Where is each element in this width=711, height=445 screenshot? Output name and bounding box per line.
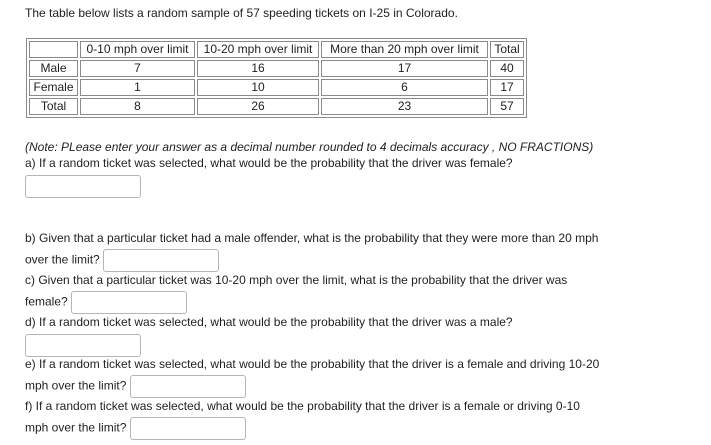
question-e-block xyxy=(25,354,605,398)
table-header-cell: 10-20 mph over limit xyxy=(197,41,319,58)
answer-e-input[interactable] xyxy=(130,375,246,398)
answer-f-input[interactable] xyxy=(130,417,246,440)
table-cell: 17 xyxy=(321,60,488,77)
question-d-block xyxy=(25,312,605,357)
speeding-tickets-table xyxy=(26,38,527,118)
table-cell: 8 xyxy=(80,98,195,115)
question-a-block xyxy=(25,137,605,198)
problem-intro: The table below lists a random sample of 57 speeding tickets on I-25 in Colorado. xyxy=(25,6,458,20)
question-b-block xyxy=(25,228,605,272)
table-header-cell: More than 20 mph over limit xyxy=(321,41,488,58)
answer-b-input[interactable] xyxy=(103,249,219,272)
table-cell: 16 xyxy=(197,60,319,77)
table-cell: Female xyxy=(29,79,78,96)
question-a-text: a) If a random ticket was selected, what would be the probability that the driver was female? xyxy=(25,156,513,170)
table-row xyxy=(29,60,524,77)
table-cell: 17 xyxy=(490,79,524,96)
table-cell: 26 xyxy=(197,98,319,115)
table-cell: 6 xyxy=(321,79,488,96)
table-cell: 10 xyxy=(197,79,319,96)
table-cell: Total xyxy=(29,98,78,115)
table-cell: 7 xyxy=(80,60,195,77)
table-cell: 57 xyxy=(490,98,524,115)
table-header-cell: 0-10 mph over limit xyxy=(80,41,195,58)
question-f-block xyxy=(25,396,605,440)
question-f-text: f) If a random ticket was selected, what would be the probability that the driver is a female or driving 0-10 mph over the limit? xyxy=(25,399,580,435)
table-row xyxy=(29,79,524,96)
table-row xyxy=(29,98,524,115)
question-c-block xyxy=(25,270,605,314)
question-e-text: e) If a random ticket was selected, what would be the probability that the driver is a female and driving 10-20 mph over the limit? xyxy=(25,357,600,393)
table-header-row xyxy=(29,41,524,58)
question-c-text: c) Given that a particular ticket was 10-20 mph over the limit, what is the probability that the driver was female? xyxy=(25,273,568,309)
table-cell: 40 xyxy=(490,60,524,77)
table-header-cell xyxy=(29,41,78,58)
rounding-note: (Note: PLease enter your answer as a decimal number rounded to 4 decimals accuracy , NO FRACTIONS) xyxy=(25,140,594,154)
table-cell: 1 xyxy=(80,79,195,96)
answer-c-input[interactable] xyxy=(71,291,187,314)
answer-a-input[interactable] xyxy=(25,175,141,198)
question-b-text: b) Given that a particular ticket had a male offender, what is the probability that they were more than 20 mph over the limit? xyxy=(25,231,599,267)
table-cell: Male xyxy=(29,60,78,77)
table-cell: 23 xyxy=(321,98,488,115)
question-d-text: d) If a random ticket was selected, what would be the probability that the driver was a male? xyxy=(25,315,513,329)
table-header-cell: Total xyxy=(490,41,524,58)
